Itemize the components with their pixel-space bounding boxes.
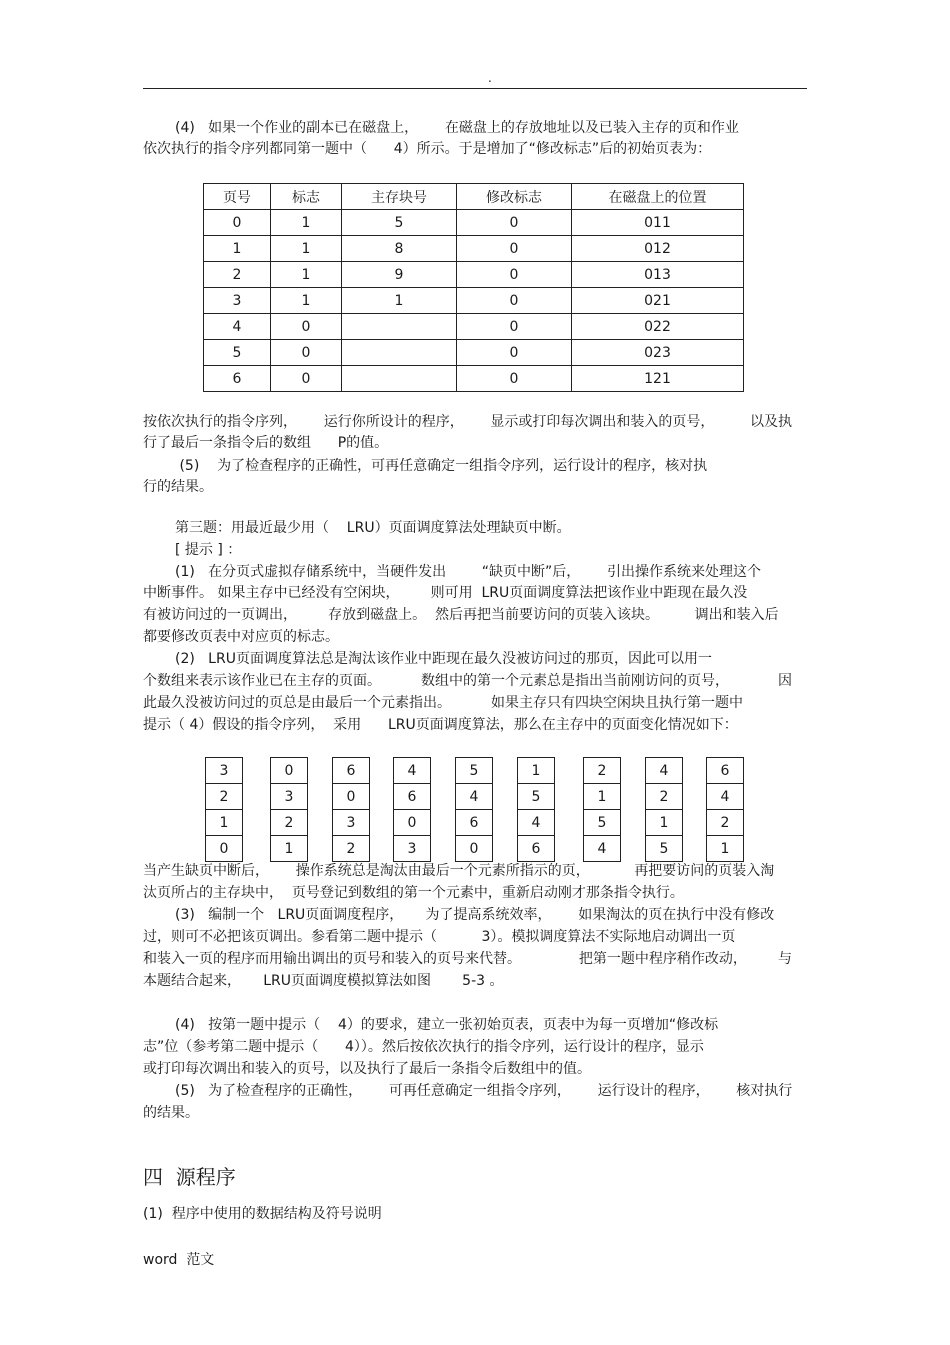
lru-stack	[706, 757, 744, 862]
after-stacks-line-6: 本题结合起来， LRU页面调度模拟算法如图 5-3 。	[143, 973, 504, 989]
header-mark: .	[488, 71, 492, 85]
lru-stack-row	[456, 810, 493, 836]
table-header-cell: 修改标志	[457, 184, 572, 210]
lru-stack-row	[333, 810, 370, 836]
table-header-cell: 主存块号	[342, 184, 457, 210]
q3-hint-label: [ 提示 ] ：	[175, 542, 242, 558]
table-cell: 012	[572, 236, 744, 262]
after-stacks-line-2: 汰页所占的主存块中， 页号登记到数组的第一个元素中，重新启动刚才那条指令执行。	[143, 885, 684, 901]
lru-stack-cell: 4	[518, 810, 555, 836]
table-cell: 0	[204, 210, 271, 236]
lru-stack-cell: 1	[206, 810, 243, 836]
lru-stack-row	[584, 836, 621, 862]
table-cell: 8	[342, 236, 457, 262]
table-row	[204, 236, 744, 262]
table-cell: 011	[572, 210, 744, 236]
lru-stack-row	[707, 784, 744, 810]
table-row	[204, 210, 744, 236]
table-cell: 1	[342, 288, 457, 314]
table-cell: 021	[572, 288, 744, 314]
lru-stack-row	[707, 836, 744, 862]
lru-stack-row	[206, 784, 243, 810]
lru-stack-row	[271, 758, 308, 784]
after-table-line-4: 行的结果。	[143, 479, 213, 495]
item5-line-1: (5) 为了检查程序的正确性， 可再任意确定一组指令序列， 运行设计的程序， 核对执行	[175, 1083, 793, 1099]
table-row	[204, 288, 744, 314]
table-header-cell: 页号	[204, 184, 271, 210]
lru-stack-cell: 4	[394, 758, 431, 784]
table-header-cell: 在磁盘上的位置	[572, 184, 744, 210]
lru-stack-cell: 4	[456, 784, 493, 810]
table-cell: 0	[271, 366, 342, 392]
item5-line-2: 的结果。	[143, 1105, 199, 1121]
lru-stack-cell: 4	[707, 784, 744, 810]
lru-stack-row	[333, 836, 370, 862]
q3-line-4: 中断事件。 如果主存中已经没有空闲块， 则可用 LRU页面调度算法把该作业中距现在最久没	[143, 585, 748, 601]
lru-stack-cell: 3	[271, 784, 308, 810]
after-stacks-line-1: 当产生缺页中断后， 操作系统总是淘汰由最后一个元素所指示的页， 再把要访问的页装入淘	[143, 863, 775, 879]
lru-stack	[583, 757, 621, 862]
lru-stack	[517, 757, 555, 862]
lru-stack-cell: 2	[271, 810, 308, 836]
footer-text: word 范文	[143, 1252, 215, 1268]
after-table-line-2: 行了最后一条指令后的数组 P的值。	[143, 435, 389, 451]
lru-stack-cell: 2	[206, 784, 243, 810]
lru-stack-row	[271, 836, 308, 862]
lru-stack-cell: 5	[518, 784, 555, 810]
table-cell: 013	[572, 262, 744, 288]
item4-line-1: (4) 按第一题中提示（ 4）的要求，建立一张初始页表，页表中为每一页增加“修改标	[175, 1017, 719, 1033]
section-title: 四 源程序	[143, 1165, 236, 1189]
table-cell	[342, 314, 457, 340]
table-cell: 022	[572, 314, 744, 340]
lru-stack-row	[206, 810, 243, 836]
after-stacks-line-4: 过，则可不必把该页调出。参看第二题中提示（ 3）。模拟调度算法不实际地启动调出一页	[143, 929, 736, 945]
table-cell: 0	[457, 366, 572, 392]
table-row	[204, 314, 744, 340]
lru-stack-cell: 0	[206, 836, 243, 862]
lru-stack-cell: 3	[206, 758, 243, 784]
table-cell: 2	[204, 262, 271, 288]
lru-stack-row	[394, 810, 431, 836]
table-cell: 0	[457, 288, 572, 314]
lru-stack-cell: 1	[646, 810, 683, 836]
lru-stack-row	[584, 758, 621, 784]
table-cell: 1	[204, 236, 271, 262]
lru-stack-cell: 1	[584, 784, 621, 810]
q3-title: 第三题：用最近最少用（ LRU）页面调度算法处理缺页中断。	[175, 520, 571, 536]
lru-stack	[455, 757, 493, 862]
lru-stack	[270, 757, 308, 862]
intro-line-1: (4) 如果一个作业的副本已在磁盘上， 在磁盘上的存放地址以及已装入主存的页和作业	[175, 120, 739, 136]
lru-stack-row	[646, 758, 683, 784]
lru-stack-cell: 3	[333, 810, 370, 836]
lru-stack	[393, 757, 431, 862]
q3-line-5: 有被访问过的一页调出， 存放到磁盘上。 然后再把当前要访问的页装入该块。 调出和装入后	[143, 607, 779, 623]
q3-line-3: (1) 在分页式虚拟存储系统中，当硬件发出 “缺页中断”后， 引出操作系统来处理这个	[175, 564, 761, 580]
lru-stack-cell: 6	[707, 758, 744, 784]
table-cell: 5	[204, 340, 271, 366]
lru-stack-row	[333, 758, 370, 784]
lru-stack-row	[271, 810, 308, 836]
table-cell: 9	[342, 262, 457, 288]
table-cell: 1	[271, 262, 342, 288]
table-row	[204, 366, 744, 392]
table-cell: 0	[457, 314, 572, 340]
section-subtitle: (1) 程序中使用的数据结构及符号说明	[143, 1206, 382, 1222]
lru-stack-cell: 2	[584, 758, 621, 784]
table-cell: 0	[271, 314, 342, 340]
q3-line-10: 提示（ 4）假设的指令序列， 采用 LRU页面调度算法，那么在主存中的页面变化情况如下：	[143, 717, 738, 733]
lru-stack-cell: 3	[394, 836, 431, 862]
table-row	[204, 340, 744, 366]
table-cell: 121	[572, 366, 744, 392]
lru-stack-row	[206, 836, 243, 862]
table-cell: 023	[572, 340, 744, 366]
lru-stack-cell: 0	[456, 836, 493, 862]
lru-stack-cell: 6	[518, 836, 555, 862]
lru-stack-row	[646, 784, 683, 810]
lru-stack-row	[271, 784, 308, 810]
table-cell: 3	[204, 288, 271, 314]
lru-stack-row	[646, 810, 683, 836]
lru-stack-row	[646, 836, 683, 862]
lru-stack-cell: 4	[646, 758, 683, 784]
lru-stack	[645, 757, 683, 862]
after-table-line-3: (5) 为了检查程序的正确性，可再任意确定一组指令序列，运行设计的程序，核对执	[175, 458, 708, 474]
lru-stack-cell: 1	[518, 758, 555, 784]
lru-stack-row	[584, 810, 621, 836]
table-cell: 6	[204, 366, 271, 392]
lru-stack-row	[707, 758, 744, 784]
table-cell: 1	[271, 288, 342, 314]
lru-stack-cell: 5	[646, 836, 683, 862]
lru-stack-row	[518, 836, 555, 862]
page-table	[203, 183, 744, 392]
lru-stack-cell: 6	[333, 758, 370, 784]
lru-stack-row	[394, 784, 431, 810]
after-table-line-1: 按依次执行的指令序列， 运行你所设计的程序， 显示或打印每次调出和装入的页号， 以及执	[143, 414, 793, 430]
lru-stack-cell: 4	[584, 836, 621, 862]
lru-stack-cell: 2	[707, 810, 744, 836]
after-stacks-line-5: 和装入一页的程序而用输出调出的页号和装入的页号来代替。 把第一题中程序稍作改动， 与	[143, 951, 793, 967]
lru-stack-row	[394, 758, 431, 784]
lru-stack-row	[518, 784, 555, 810]
lru-stack-row	[456, 836, 493, 862]
q3-line-6: 都要修改页表中对应页的标志。	[143, 629, 339, 645]
table-cell: 0	[457, 210, 572, 236]
q3-line-9: 此最久没被访问过的页总是由最后一个元素指出。 如果主存只有四块空闲块且执行第一题中	[143, 695, 744, 711]
item4-line-3: 或打印每次调出和装入的页号，以及执行了最后一条指令后数组中的值。	[143, 1061, 591, 1077]
intro-line-2: 依次执行的指令序列都同第一题中（ 4）所示。于是增加了“修改标志”后的初始页表为：	[143, 141, 712, 157]
lru-stack-cell: 1	[707, 836, 744, 862]
lru-stack	[332, 757, 370, 862]
q3-line-7: (2) LRU页面调度算法总是淘汰该作业中距现在最久没被访问过的那页，因此可以用一	[175, 651, 712, 667]
lru-stack-cell: 0	[333, 784, 370, 810]
table-cell: 0	[457, 262, 572, 288]
lru-stack-cell: 6	[394, 784, 431, 810]
lru-stack-row	[333, 784, 370, 810]
lru-stack-row	[584, 784, 621, 810]
table-cell: 0	[457, 340, 572, 366]
lru-stack-cell: 6	[456, 810, 493, 836]
table-row	[204, 262, 744, 288]
lru-stack-row	[394, 836, 431, 862]
table-header-row	[204, 184, 744, 210]
lru-stack-cell: 2	[646, 784, 683, 810]
table-cell: 4	[204, 314, 271, 340]
q3-line-8: 个数组来表示该作业已在主存的页面。 数组中的第一个元素总是指出当前刚访问的页号， 因	[143, 673, 793, 689]
table-cell: 0	[457, 236, 572, 262]
after-stacks-line-3: (3) 编制一个 LRU页面调度程序， 为了提高系统效率， 如果淘汰的页在执行中没有修改	[175, 907, 775, 923]
table-cell: 1	[271, 210, 342, 236]
header-rule	[143, 88, 807, 89]
lru-stack-cell: 0	[271, 758, 308, 784]
lru-stack-cell: 1	[271, 836, 308, 862]
table-cell	[342, 366, 457, 392]
lru-stack-row	[518, 810, 555, 836]
lru-stack-row	[456, 758, 493, 784]
lru-stack-cell: 5	[584, 810, 621, 836]
table-header-cell: 标志	[271, 184, 342, 210]
lru-stack-cell: 2	[333, 836, 370, 862]
lru-stack-row	[518, 758, 555, 784]
lru-stack-row	[707, 810, 744, 836]
table-cell: 1	[271, 236, 342, 262]
lru-stack-row	[206, 758, 243, 784]
table-cell: 0	[271, 340, 342, 366]
table-cell: 5	[342, 210, 457, 236]
page-table-body	[204, 210, 744, 392]
item4-line-2: 志”位（参考第二题中提示（ 4））。然后按依次执行的指令序列，运行设计的程序，显示	[143, 1039, 704, 1055]
lru-stack-cell: 0	[394, 810, 431, 836]
lru-stack-row	[456, 784, 493, 810]
table-cell	[342, 340, 457, 366]
lru-stack-cell: 5	[456, 758, 493, 784]
lru-stack	[205, 757, 243, 862]
